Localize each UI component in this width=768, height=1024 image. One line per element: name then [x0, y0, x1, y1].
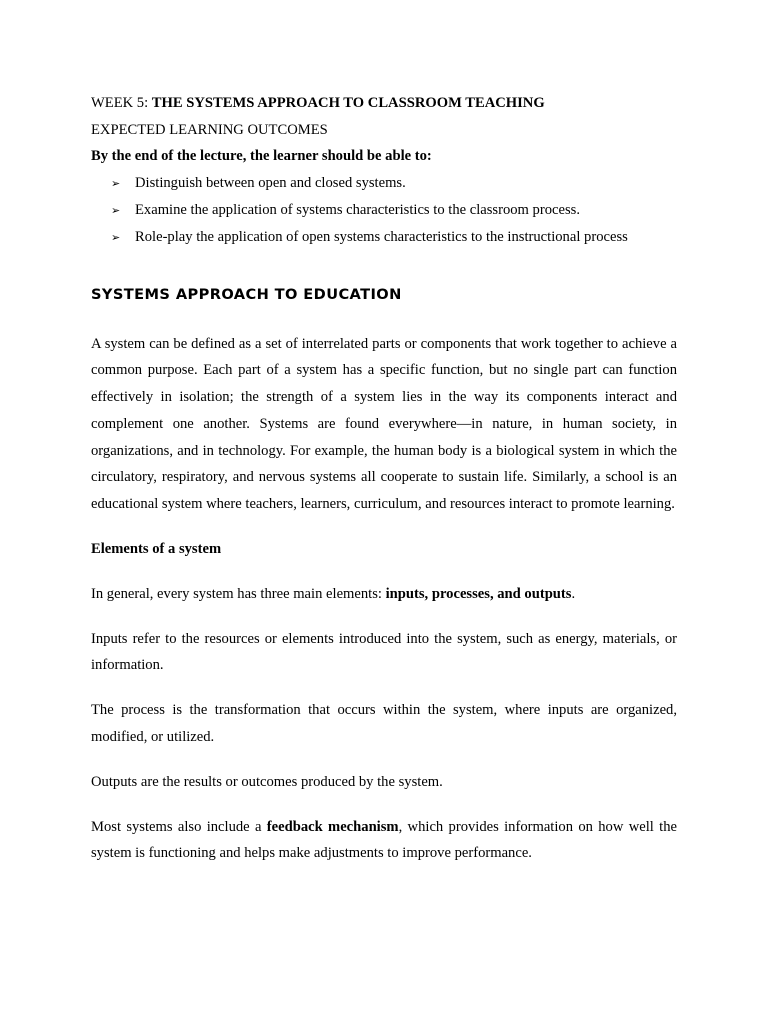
outcomes-label: EXPECTED LEARNING OUTCOMES — [91, 121, 328, 138]
outcome-text: Examine the application of systems characteristics to the classroom process. — [135, 201, 580, 218]
elements-heading: Elements of a system — [91, 541, 222, 558]
elements-general-bold: inputs, processes, and outputs — [385, 585, 572, 602]
feedback-post: , which provides information on how well the system is functioning and helps make adjustments to improve performance. — [91, 818, 677, 862]
week-prefix: WEEK 5: — [91, 95, 152, 111]
document-body — [91, 90, 677, 867]
week-title-text: THE SYSTEMS APPROACH TO CLASSROOM TEACHING — [151, 95, 545, 111]
outcome-text: Distinguish between open and closed systems. — [135, 174, 406, 191]
outcomes-lead: By the end of the lecture, the learner should be able to: — [91, 148, 432, 164]
section-heading: SYSTEMS APPROACH TO EDUCATION — [91, 285, 402, 303]
outcome-item — [91, 170, 677, 197]
feedback-bold: feedback mechanism — [266, 818, 399, 835]
elements-general-paragraph — [91, 581, 677, 608]
outcome-item — [91, 197, 677, 224]
arrow-bullet-icon: ➢ — [111, 176, 121, 190]
outcome-item — [91, 224, 677, 251]
elements-general-post: . — [571, 585, 576, 602]
outputs-paragraph: Outputs are the results or outcomes produced by the system. — [91, 773, 443, 790]
elements-general-pre: In general, every system has three main elements: — [91, 585, 386, 602]
arrow-bullet-icon: ➢ — [111, 203, 121, 217]
intro-paragraph: A system can be defined as a set of interrelated parts or components that work together to achieve a common purpose. Each part of a system has a specific function, but no single part can function effectively in isolation; the strength of a system lies in the way its components interact and complement one another. Systems are found everywhere—in nature, in human society, in organizations, and in technology. For example, the human body is a biological system in which the circulatory, respiratory, and nervous systems all cooperate to sustain life. Similarly, a school is an educational system where teachers, learners, curriculum, and resources interact to promote learning. — [91, 335, 677, 513]
week-title — [91, 90, 677, 117]
process-paragraph: The process is the transformation that occurs within the system, where inputs are organized, modified, or utilized. — [91, 702, 677, 746]
arrow-bullet-icon: ➢ — [111, 230, 121, 244]
feedback-paragraph — [91, 814, 677, 868]
feedback-pre: Most systems also include a — [91, 818, 267, 835]
outcome-text: Role-play the application of open systems characteristics to the instructional process — [135, 228, 628, 245]
inputs-paragraph: Inputs refer to the resources or elements introduced into the system, such as energy, materials, or information. — [91, 630, 677, 674]
learning-outcomes-list — [91, 170, 677, 251]
